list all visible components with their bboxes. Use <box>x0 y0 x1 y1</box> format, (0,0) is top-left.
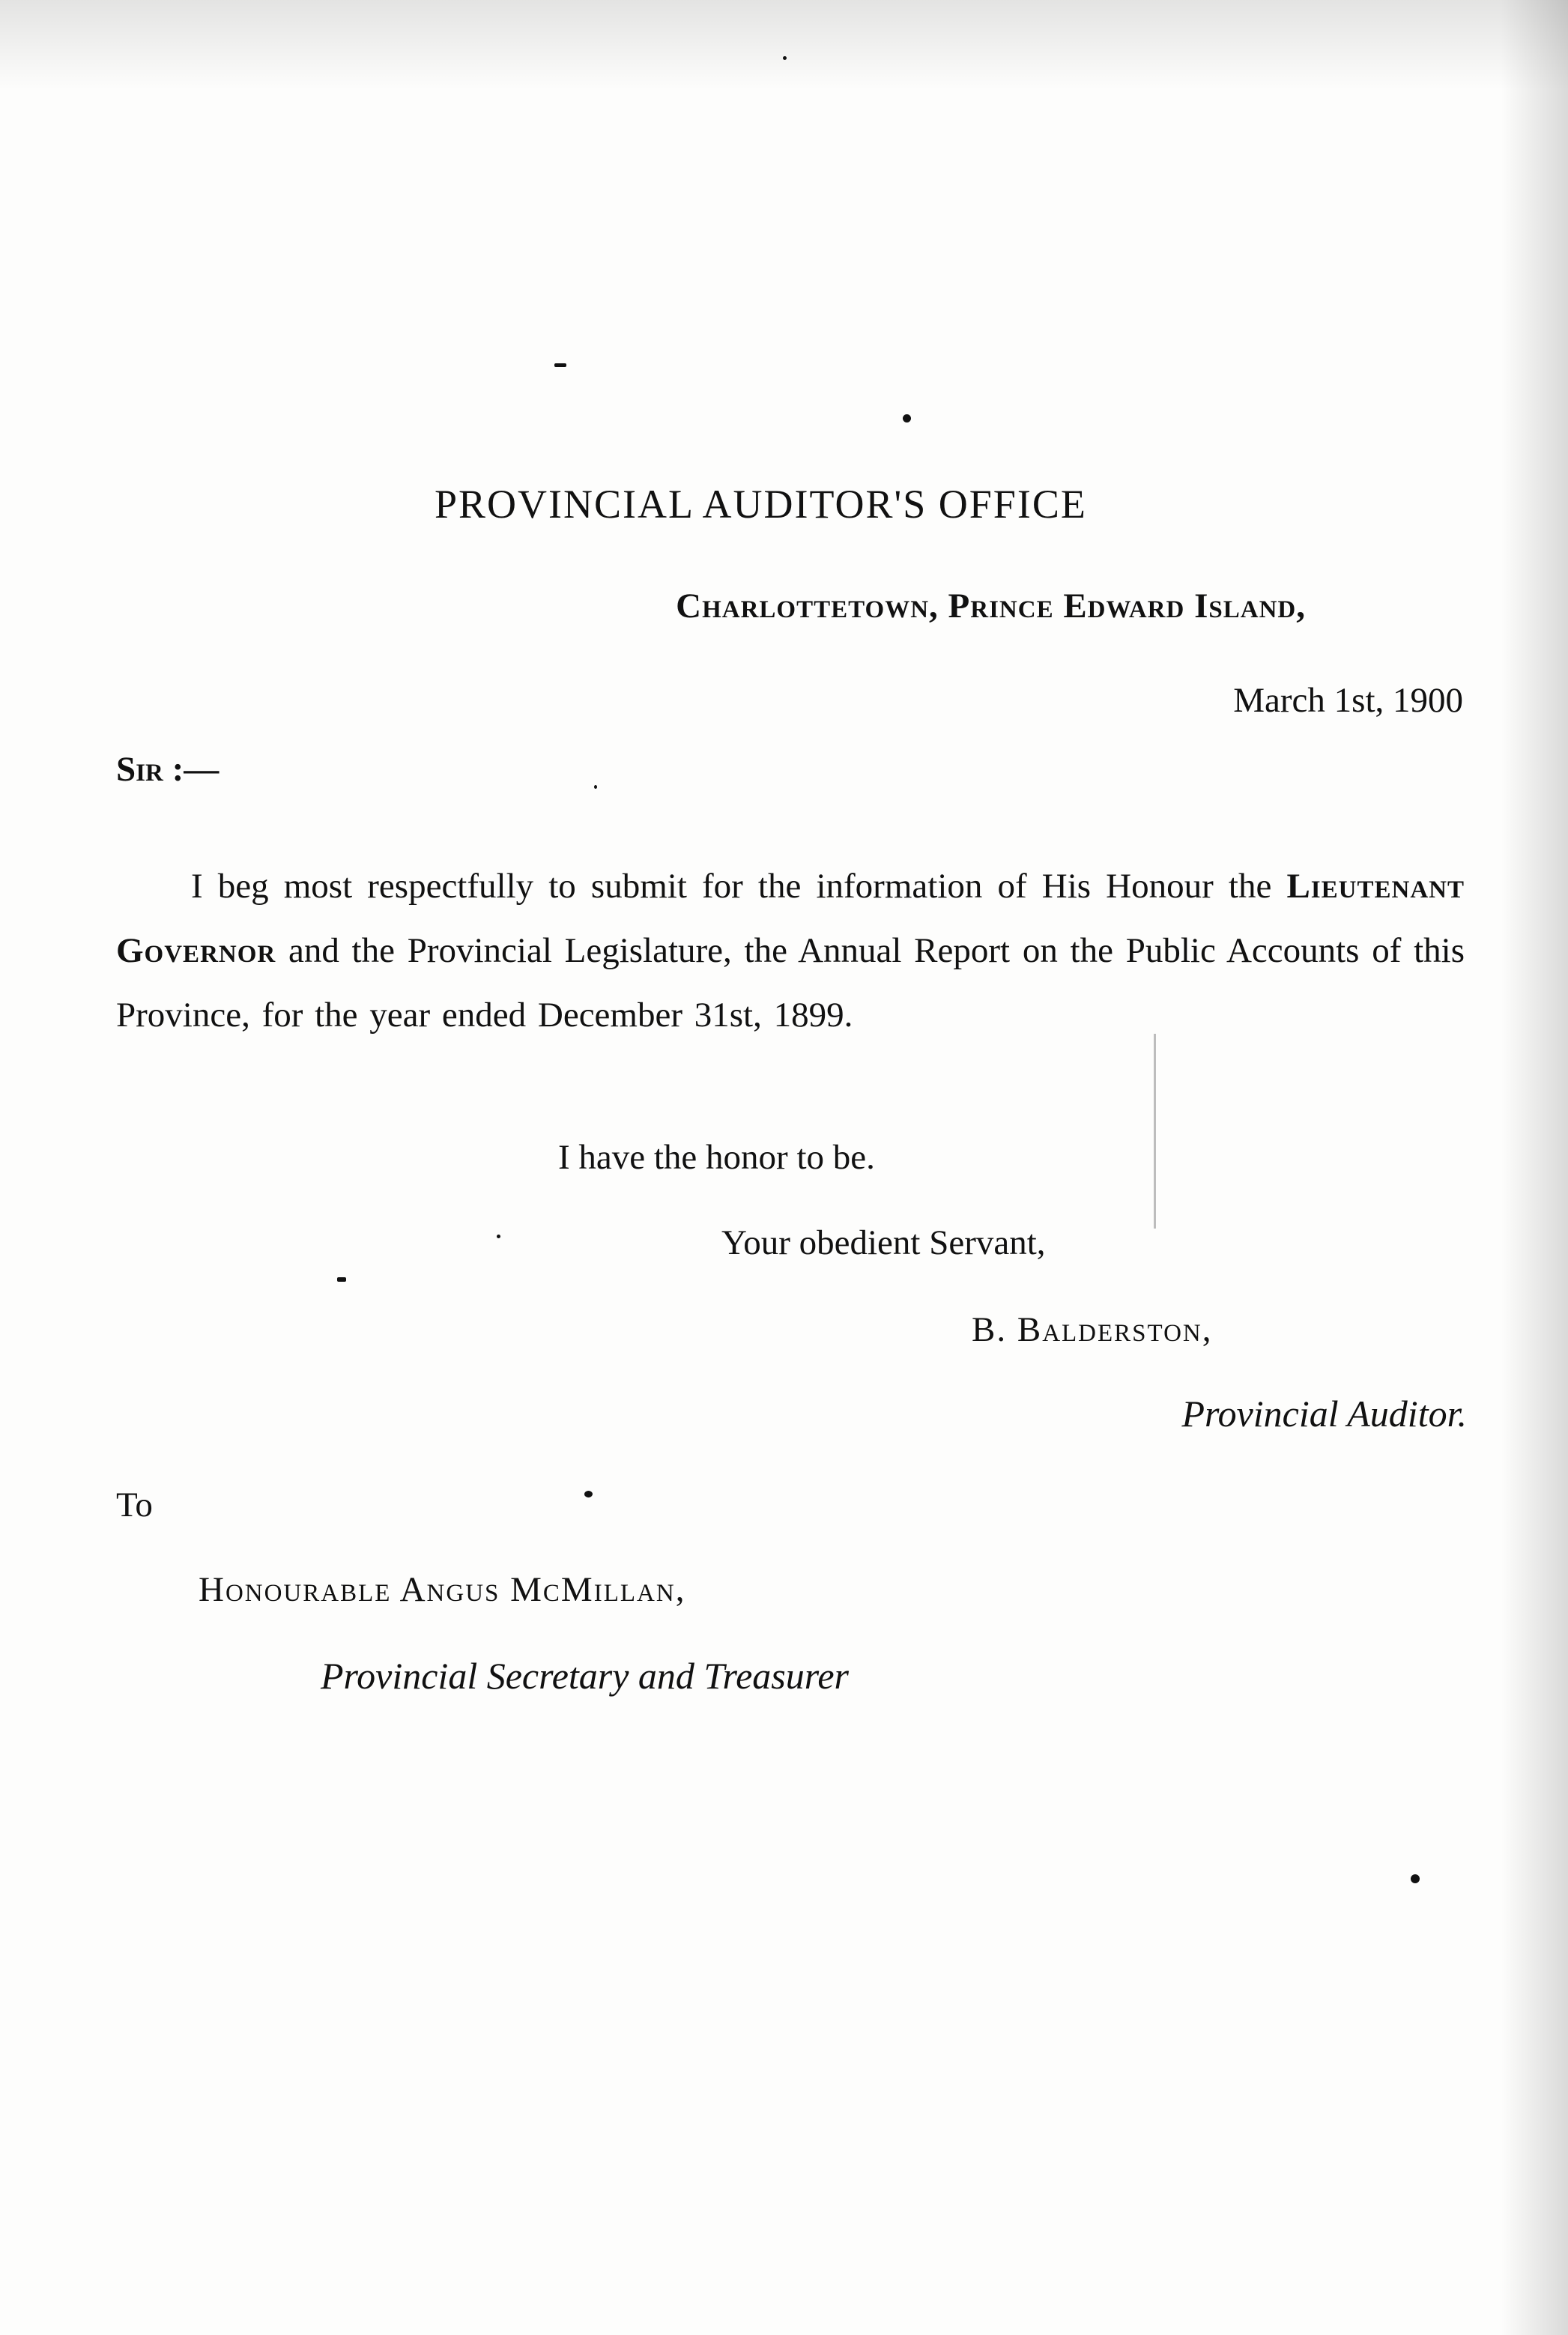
servant-line: Your obedient Servant, <box>721 1223 1046 1262</box>
closing-line: I have the honor to be. <box>558 1138 875 1177</box>
office-heading: PROVINCIAL AUDITOR'S OFFICE <box>435 482 1087 527</box>
salutation: Sir :— <box>116 750 220 789</box>
scan-speck <box>903 414 911 423</box>
letter-date: March 1st, 1900 <box>1233 681 1463 720</box>
addressee-title: Provincial Secretary and Treasurer <box>321 1655 849 1697</box>
scan-speck <box>783 56 787 60</box>
signature-title: Provincial Auditor. <box>1181 1393 1467 1435</box>
scan-speck <box>1411 1874 1420 1883</box>
scan-speck <box>554 363 566 367</box>
letter-body <box>116 854 1465 1047</box>
to-label: To <box>116 1486 153 1524</box>
paper-crease <box>1154 1034 1156 1229</box>
addressee-name: Honourable Angus McMillan, <box>199 1570 686 1609</box>
scan-speck <box>497 1235 500 1238</box>
scan-edge-right <box>1501 0 1568 2335</box>
scan-edge-top <box>0 0 1568 90</box>
scan-speck <box>337 1277 346 1282</box>
signature-name: B. Balderston, <box>972 1310 1213 1349</box>
scan-speck <box>594 785 597 789</box>
scan-speck <box>584 1491 593 1497</box>
body-text-part-1: I beg most respectfully to submit for the information of His Honour the <box>191 867 1272 906</box>
body-text-lieutenant-governor: Lieutenant Governor <box>116 867 1465 970</box>
body-text-part-2: and the Provincial Legislature, the Annual Report on the Public Accounts of this Province, for the year ended December 31st, 1899. <box>116 931 1465 1035</box>
location-line: Charlottetown, Prince Edward Island, <box>676 587 1306 626</box>
